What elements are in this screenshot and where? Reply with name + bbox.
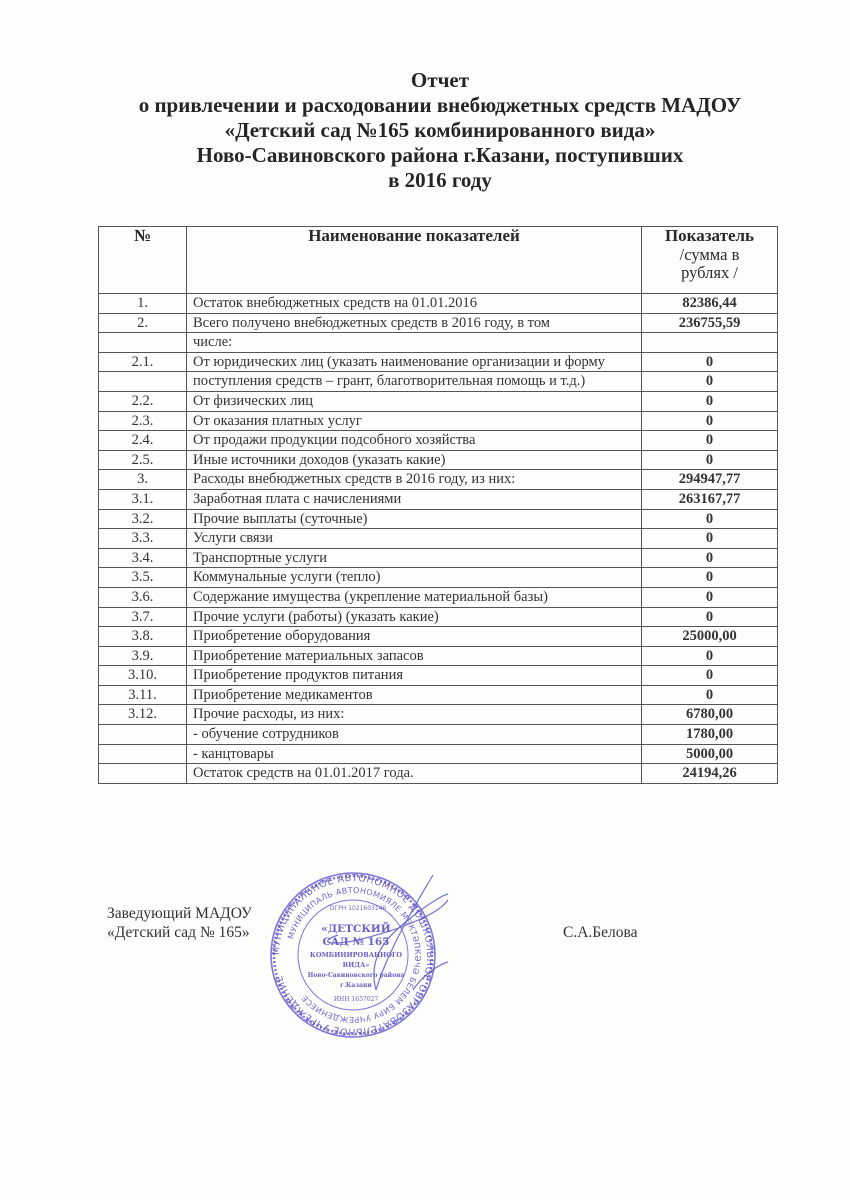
table-row	[99, 548, 778, 568]
row-value: 6780,00	[642, 705, 778, 725]
row-value: 0	[642, 607, 778, 627]
stamp-ogrn: ОГРН 1021603146	[329, 905, 387, 912]
row-number	[99, 372, 187, 392]
row-value: 0	[642, 431, 778, 451]
row-value: 0	[642, 509, 778, 529]
row-number: 2.1.	[99, 352, 187, 372]
row-name: Остаток внебюджетных средств на 01.01.2016	[187, 294, 642, 314]
table-row	[99, 509, 778, 529]
row-number: 1.	[99, 294, 187, 314]
row-number: 2.5.	[99, 450, 187, 470]
row-value: 294947,77	[642, 470, 778, 490]
stamp-center-line-5: Ново-Савиновского района	[307, 972, 405, 979]
title-line-1: Отчет	[410, 68, 470, 92]
row-value: 0	[642, 372, 778, 392]
table-row	[99, 744, 778, 764]
table-body	[99, 294, 778, 784]
row-name: Услуги связи	[187, 529, 642, 549]
row-name: Расходы внебюджетных средств в 2016 году, из них:	[187, 470, 642, 490]
table-row	[99, 529, 778, 549]
row-name: Всего получено внебюджетных средств в 2016 году, в том	[187, 313, 642, 333]
row-number: 3.2.	[99, 509, 187, 529]
stamp-center-line-3: КОМБИНИРОВАННОГО	[309, 951, 403, 959]
report-title	[0, 68, 850, 193]
row-name: поступления средств – грант, благотворительная помощь и т.д.)	[187, 372, 642, 392]
row-number: 3.10.	[99, 666, 187, 686]
header-value-line-1: Показатель	[664, 226, 755, 245]
row-number: 3.11.	[99, 685, 187, 705]
table-row	[99, 294, 778, 314]
row-name: числе:	[187, 333, 642, 353]
table-row	[99, 489, 778, 509]
row-value: 263167,77	[642, 489, 778, 509]
row-value	[642, 333, 778, 353]
row-value: 0	[642, 646, 778, 666]
table-row	[99, 372, 778, 392]
row-name: Коммунальные услуги (тепло)	[187, 568, 642, 588]
row-number	[99, 333, 187, 353]
table-row	[99, 587, 778, 607]
stamp-center-line-4: ВИДА»	[342, 961, 370, 969]
table-row	[99, 646, 778, 666]
signature-name: С.А.Белова	[563, 924, 638, 941]
row-name: Иные источники доходов (указать какие)	[187, 450, 642, 470]
header-number: №	[99, 227, 187, 294]
table-row	[99, 391, 778, 411]
stamp-inner-ring-text: МУНИЦИПАЛЬ АВТОНОМИЯЛЕ МӘКТӘПКӘЧӘ БЕЛЕМ БИРУ УЧРЕЖДЕНИЕСЕ	[286, 885, 423, 1025]
row-number: 2.2.	[99, 391, 187, 411]
row-name: Приобретение продуктов питания	[187, 666, 642, 686]
row-number: 3.4.	[99, 548, 187, 568]
row-number: 3.5.	[99, 568, 187, 588]
row-name: Приобретение оборудования	[187, 627, 642, 647]
official-stamp	[258, 870, 448, 1040]
table-row	[99, 470, 778, 490]
row-value: 1780,00	[642, 725, 778, 745]
row-name: Остаток средств на 01.01.2017 года.	[187, 764, 642, 784]
table-row	[99, 666, 778, 686]
row-name: Прочие выплаты (суточные)	[187, 509, 642, 529]
row-number: 3.8.	[99, 627, 187, 647]
row-name: Прочие расходы, из них:	[187, 705, 642, 725]
row-name: Транспортные услуги	[187, 548, 642, 568]
table-row	[99, 764, 778, 784]
row-value: 0	[642, 352, 778, 372]
row-number: 3.6.	[99, 587, 187, 607]
row-name: От юридических лиц (указать наименование организации и форму	[187, 352, 642, 372]
header-value-line-2: /сумма в	[679, 244, 740, 264]
title-line-5: в 2016 году	[388, 168, 492, 192]
row-value: 0	[642, 548, 778, 568]
table-row	[99, 431, 778, 451]
row-value: 0	[642, 411, 778, 431]
row-number: 2.3.	[99, 411, 187, 431]
row-name: Содержание имущества (укрепление материальной базы)	[187, 587, 642, 607]
row-value: 0	[642, 666, 778, 686]
row-number: 3.12.	[99, 705, 187, 725]
row-value: 0	[642, 391, 778, 411]
header-name: Наименование показателей	[187, 227, 642, 294]
row-number	[99, 764, 187, 784]
table-row	[99, 685, 778, 705]
row-value: 0	[642, 450, 778, 470]
stamp-center-line-2: САД № 165	[322, 936, 390, 948]
header-value-line-3: рублях /	[681, 263, 738, 283]
title-line-4: Ново-Савиновского района г.Казани, поступивших	[196, 143, 684, 167]
table-row	[99, 450, 778, 470]
row-value: 0	[642, 529, 778, 549]
table-row	[99, 607, 778, 627]
row-name: От физических лиц	[187, 391, 642, 411]
row-name: От оказания платных услуг	[187, 411, 642, 431]
row-name: - канцтовары	[187, 744, 642, 764]
row-name: Заработная плата с начислениями	[187, 489, 642, 509]
row-name: Прочие услуги (работы) (указать какие)	[187, 607, 642, 627]
title-line-3: «Детский сад №165 комбинированного вида»	[224, 118, 656, 142]
header-value	[642, 227, 778, 294]
row-value: 25000,00	[642, 627, 778, 647]
table-row	[99, 705, 778, 725]
table-row	[99, 627, 778, 647]
stamp-center-line-1: «ДЕТСКИЙ	[321, 923, 391, 935]
row-value: 236755,59	[642, 313, 778, 333]
row-value: 0	[642, 685, 778, 705]
report-table	[98, 226, 778, 784]
row-value: 24194,26	[642, 764, 778, 784]
row-name: Приобретение материальных запасов	[187, 646, 642, 666]
stamp-center-line-6: г.Казани	[340, 982, 372, 989]
row-number: 3.9.	[99, 646, 187, 666]
table-row	[99, 352, 778, 372]
row-number: 3.	[99, 470, 187, 490]
row-value: 82386,44	[642, 294, 778, 314]
table-row	[99, 411, 778, 431]
row-value: 0	[642, 587, 778, 607]
row-number: 3.1.	[99, 489, 187, 509]
table-row	[99, 725, 778, 745]
row-number: 2.4.	[99, 431, 187, 451]
row-number	[99, 725, 187, 745]
row-number	[99, 744, 187, 764]
table-row	[99, 568, 778, 588]
title-line-2: о привлечении и расходовании внебюджетных средств МАДОУ	[138, 93, 742, 117]
row-value: 5000,00	[642, 744, 778, 764]
signature-position-line-2: «Детский сад № 165»	[107, 924, 250, 941]
row-number: 2.	[99, 313, 187, 333]
signature-position-line-1: Заведующий МАДОУ	[107, 905, 253, 922]
row-name: От продажи продукции подсобного хозяйства	[187, 431, 642, 451]
row-value: 0	[642, 568, 778, 588]
table-row	[99, 313, 778, 333]
table-row	[99, 333, 778, 353]
row-number: 3.7.	[99, 607, 187, 627]
row-name: - обучение сотрудников	[187, 725, 642, 745]
row-name: Приобретение медикаментов	[187, 685, 642, 705]
table-header-row	[99, 227, 778, 294]
signature-position	[107, 904, 252, 942]
row-number: 3.3.	[99, 529, 187, 549]
stamp-outer-text: МУНИЦИПАЛЬНОЕ АВТОНОМНОЕ ДОШКОЛЬНОЕ ОБРАЗОВАТЕЛЬНОЕ УЧРЕЖДЕНИЕ	[270, 872, 436, 1038]
stamp-inn: ИНН 1657027	[333, 996, 379, 1003]
